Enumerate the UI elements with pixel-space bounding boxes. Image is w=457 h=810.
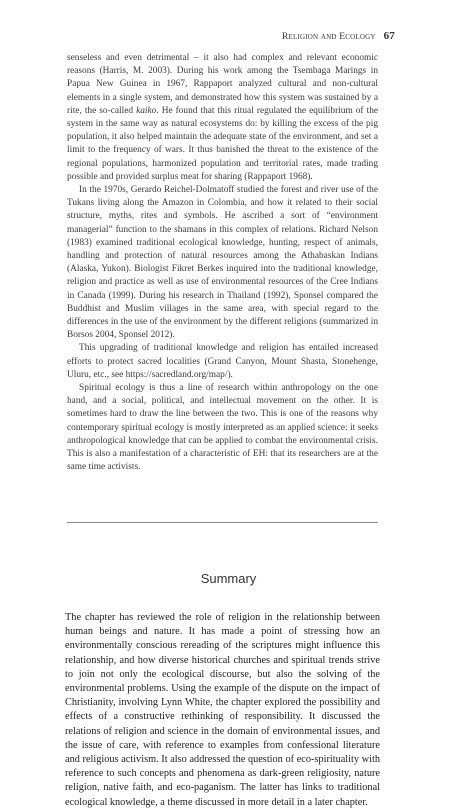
summary-heading: Summary <box>200 571 257 586</box>
running-header <box>282 30 395 42</box>
paragraph: This upgrading of traditional knowledge and religion has entailed increased efforts to protect sacred localities (Grand Canyon, Mount Shasta, Stonehenge, Uluru, etc., see https://sacredland.org/map/). <box>67 343 378 380</box>
page-number: 67 <box>383 30 395 42</box>
body-text <box>67 52 378 475</box>
paragraph: Spiritual ecology is thus a line of research within anthropology on the one hand, and a social, political, and intellectual movement on the other. It is sometimes hard to draw the line between the two. This is one of the reasons why contemporary spiritual ecology is mostly interpreted as an applied science: it seeks anthropological knowledge that can be applied to combat the environmental crisis. This is also a manifestation of a characteristic of EH: that its researchers are at the same time activists. <box>67 383 378 473</box>
running-title: Religion and Ecology <box>281 32 376 42</box>
section-divider <box>67 522 378 523</box>
paragraph: senseless and even detrimental – it also had complex and relevant economic reasons (Harris, M. 2003). During his work among the Tsembaga Marings in Papua New Guinea in 1967, Rappaport analyzed cultural and non-cultural elements in a single system, and demonstrated how this system was sustained by a rite, the so-called kaiko. He found that this ritual regulated the equilibrium of the system in the same way as natural ecosystems do: by killing the excess of the pig population, it also helped maintain the adequate state of the environment, and set a limit to the frequency of wars. It thus banished the threat to the existence of the regional populations, harmonized population and territorial rates, made trading possible and provided surplus meat for sharing (Rappaport 1968). <box>67 53 379 182</box>
paragraph: In the 1970s, Gerardo Reichel-Dolmatoff studied the forest and river use of the Tukans living along the Amazon in Colombia, and how it related to their social structure, myths, rites and symbols. He ascribed a sort of “environment managerial” function to the shamans in this complex of relations. Richard Nelson (1983) examined traditional ecological knowledge, hunting, respect of animals, handling and protection of natural resources among the Athabaskan Indians (Alaska, Yukon). Biologist Fikret Berkes inquired into the traditional knowledge, religion and practice as well as use of environmental resources of the Cree Indians in Canada (1999). During his research in Thailand (1992), Sponsel compared the Buddhist and Muslim villages in the same area, with special regard to the differences in the use of the environment by the different religions (summarized in Borsos 2004, Sponsel 2012). <box>67 185 378 341</box>
summary-paragraph: The chapter has reviewed the role of religion in the relationship between human beings and nature. It has made a point of stressing how an environmentally conscious rereading of the scriptures might influence this relationship, and how diverse historical churches and spiritual trends strive to join not only the ecological discourse, but also the solving of the environmental problems. Using the example of the dispute on the impact of Christianity, involving Lynn White, the chapter explored the possibility and effects of a constructive rethinking of responsibility. It discussed the relations of religion and science in the domain of environmental issues, and the issue of care, with reference to examples from confessional literature and religious activism. It also addressed the question of eco-spirituality with reference to such concepts and phenomena as dark-green religiosity, nature religion, native faith, and eco-paganism. The latter has links to traditional ecological knowledge, a theme discussed in more detail in a later chapter. <box>65 612 380 808</box>
